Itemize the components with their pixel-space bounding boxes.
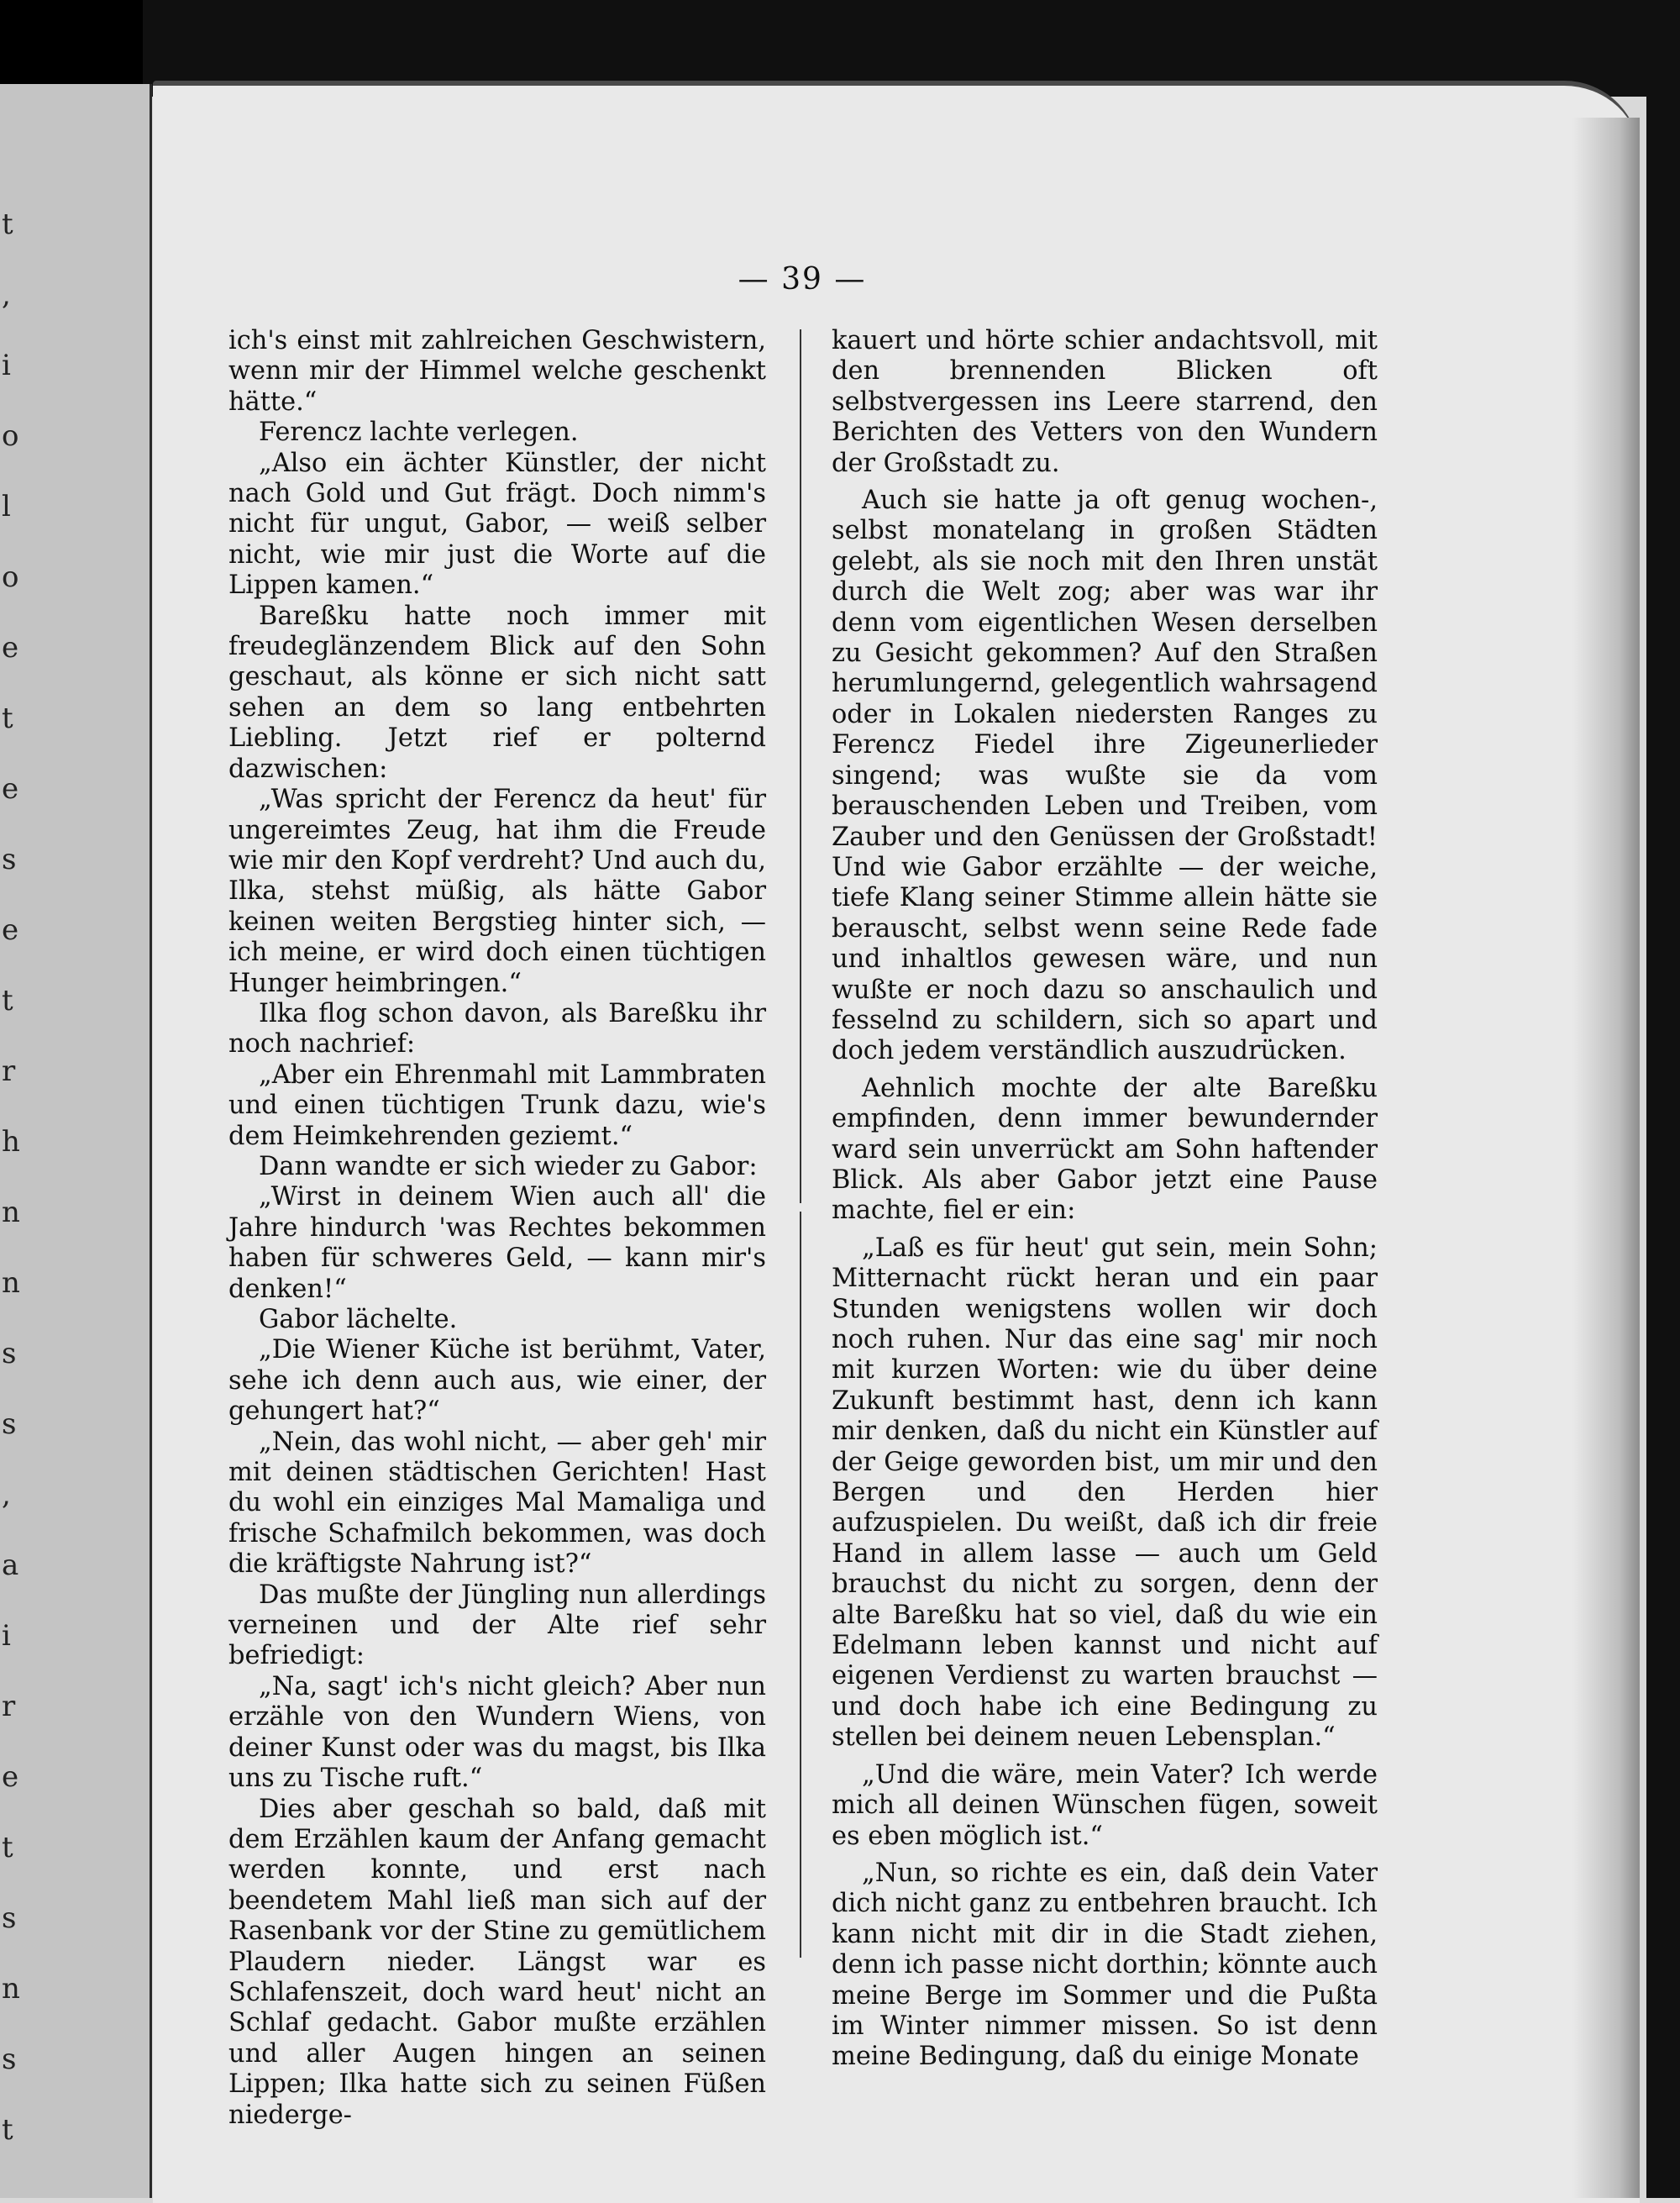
prev-page-fragment: e: [2, 913, 19, 947]
paragraph: Ferencz lachte verlegen.: [259, 418, 579, 448]
paragraph: Dann wandte er sich wieder zu Gabor:: [259, 1151, 758, 1181]
prev-page-fragment: s: [2, 1407, 17, 1441]
paragraph: „Also ein ächter Künstler, der nicht nach Gold und Gut frägt. Doch nimm's nicht für ungut, Gabor, — weiß selber nicht, wie mir just die Worte auf die Lippen kamen.“: [228, 448, 766, 601]
paragraph: kauert und hörte schier andachtsvoll, mit den brennenden Blicken oft selbstvergessen ins Leere starrend, den Berichten des Vetters von den Wundern der Großstadt zu.: [832, 326, 1378, 478]
paragraph: Das mußte der Jüngling nun allerdings verneinen und der Alte rief sehr befriedigt:: [228, 1580, 766, 1671]
paragraph: Dies aber geschah so bald, daß mit dem Erzählen kaum der Anfang gemacht werden konnte, und erst nach beendetem Mahl ließ man sich auf der Rasenbank vor der Stine zu gemütlichem Plaudern nieder. Längst war es Schlafenszeit, doch ward heut' nicht an Schlaf gedacht. Gabor mußte erzählen und aller Augen hingen an seinen Lippen; Ilka hatte sich zu seinen Füßen niederge-: [228, 1794, 766, 2130]
page-edge-shadow: [1572, 118, 1640, 2198]
scan-border-corner: [0, 0, 143, 92]
prev-page-fragment: ,: [2, 278, 11, 312]
paragraph: „Na, sagt' ich's nicht gleich? Aber nun erzähle von den Wundern Wiens, von deiner Kunst oder was du magst, bis Ilka uns zu Tische ruft.“: [228, 1671, 766, 1794]
prev-page-fragment: e: [2, 631, 19, 665]
prev-page-fragment: l: [2, 490, 11, 523]
prev-page-fragment: e: [2, 772, 19, 806]
paragraph: „Nein, das wohl nicht, — aber geh' mir mit deinen städtischen Gerichten! Hast du wohl ein einziges Mal Mamaliga und frische Schafmilch bekommen, was doch die kräftigste Nahrung ist?“: [228, 1427, 766, 1580]
prev-page-fragment: e: [2, 1760, 19, 1794]
prev-page-fragment: r: [2, 1690, 16, 1723]
paragraph: „Laß es für heut' gut sein, mein Sohn; Mitternacht rückt heran und ein paar Stunden wenigstens wollen wir doch noch ruhen. Nur das eine sag' mir noch mit kurzen Worten: wie du über deine Zukunft bestimmt hast, denn ich kann mir denken, daß du nicht ein Künstler auf der Geige geworden bist, um mir und den Bergen und den Herden hier aufzuspielen. Du weißt, daß ich dir freie Hand in allem lasse — auch um Geld brauchst du nicht zu sorgen, denn der alte Bareßku hat so viel, daß du wie ein Edelmann leben kannst und nicht auf eigenen Verdienst zu warten brauchst — und doch habe ich eine Bedingung zu stellen bei deinem neuen Lebensplan.“: [832, 1233, 1378, 1753]
prev-page-fragment: t: [2, 2113, 13, 2147]
page-number: — 39 —: [738, 262, 867, 297]
prev-page-fragment: n: [2, 1196, 20, 1229]
prev-page-fragment: s: [2, 1901, 17, 1935]
prev-page-fragment: s: [2, 2043, 17, 2076]
paragraph: „Und die wäre, mein Vater? Ich werde mich all deinen Wünschen fügen, soweit es eben möglich ist.“: [832, 1759, 1378, 1851]
paragraph: „Nun, so richte es ein, daß dein Vater dich nicht ganz zu entbehren braucht. Ich kann nicht mit dir in die Stadt ziehen, denn ich passe nicht dorthin; könnte auch meine Berge im Sommer und die Pußta im Winter nimmer missen. So ist denn meine Bedingung, daß du einige Monate: [832, 1858, 1378, 2072]
paragraph: Auch sie hatte ja oft genug wochen-, selbst monatelang in großen Städten gelebt, als sie noch mit den Ihren unstät durch die Welt zog; aber was war ihr denn vom eigentlichen Wesen derselben zu Gesicht gekommen? Auf den Straßen herumlungernd, gelegentlich wahrsagend oder in Lokalen niedersten Ranges zu Ferencz Fiedel ihre Zigeunerlieder singend; was wußte sie da vom berauschenden Leben und Treiben, vom Zauber und den Genüssen der Großstadt! Und wie Gabor erzählte — der weiche, tiefe Klang seiner Stimme allein hätte sie berauscht, selbst wenn seine Rede fade und inhaltlos gewesen wäre, und nun wußte er noch dazu so anschaulich und fesselnd zu schildern, sich so apart und doch jedem verständlich auszudrücken.: [832, 486, 1378, 1066]
scan-border-right: [1646, 0, 1680, 2198]
column-rule: [800, 329, 801, 1203]
prev-page-fragment: s: [2, 1337, 17, 1370]
paragraph: Ilka flog schon davon, als Bareßku ihr noch nachrief:: [228, 998, 766, 1059]
paragraph: Aehnlich mochte der alte Bareßku empfinden, denn immer bewundernder ward sein unverrückt am Sohn haftender Blick. Als aber Gabor jetzt eine Pause machte, fiel er ein:: [832, 1073, 1378, 1226]
paragraph: „Die Wiener Küche ist berühmt, Vater, sehe ich denn auch aus, wie einer, der gehungert hat?“: [228, 1335, 766, 1427]
prev-page-fragment: h: [2, 1125, 20, 1159]
right-column: [832, 326, 1378, 2073]
prev-page-fragment: a: [2, 1548, 19, 1582]
paragraph: ich's einst mit zahlreichen Geschwistern, wenn mir der Himmel welche geschenkt hätte.“: [228, 326, 766, 417]
prev-page-fragment: t: [2, 208, 13, 241]
prev-page-fragment: n: [2, 1972, 20, 2006]
prev-page-fragment: n: [2, 1266, 20, 1300]
paragraph: Gabor lächelte.: [259, 1305, 458, 1334]
prev-page-fragment: i: [2, 349, 11, 382]
left-column: [228, 326, 766, 2131]
prev-page-fragment: t: [2, 1831, 13, 1864]
column-rule: [800, 1212, 801, 1958]
paragraph: „Aber ein Ehrenmahl mit Lammbraten und einen tüchtigen Trunk dazu, wie's dem Heimkehrenden geziemt.“: [228, 1059, 766, 1151]
paragraph: „Wirst in deinem Wien auch all' die Jahre hindurch 'was Rechtes bekommen haben für schweres Geld, — kann mir's denken!“: [228, 1182, 766, 1304]
prev-page-fragment: o: [2, 560, 19, 594]
previous-page-edge: [0, 84, 152, 2198]
prev-page-fragment: s: [2, 843, 17, 876]
prev-page-fragment: t: [2, 984, 13, 1017]
prev-page-fragment: ,: [2, 1478, 11, 1512]
prev-page-fragment: i: [2, 1619, 11, 1653]
prev-page-fragment: r: [2, 1054, 16, 1088]
paragraph: „Was spricht der Ferencz da heut' für ungereimtes Zeug, hat ihm die Freude wie mir den Kopf verdreht? Und auch du, Ilka, stehst müßig, als hätte Gabor keinen weiten Bergstieg hinter sich, — ich meine, er wird doch einen tüchtigen Hunger heimbringen.“: [228, 785, 766, 998]
prev-page-fragment: o: [2, 419, 19, 453]
prev-page-fragment: t: [2, 702, 13, 735]
paragraph: Bareßku hatte noch immer mit freudeglänzendem Blick auf den Sohn geschaut, als könne er sich nicht satt sehen an dem so lang entbehrten Liebling. Jetzt rief er polternd dazwischen:: [228, 601, 766, 784]
